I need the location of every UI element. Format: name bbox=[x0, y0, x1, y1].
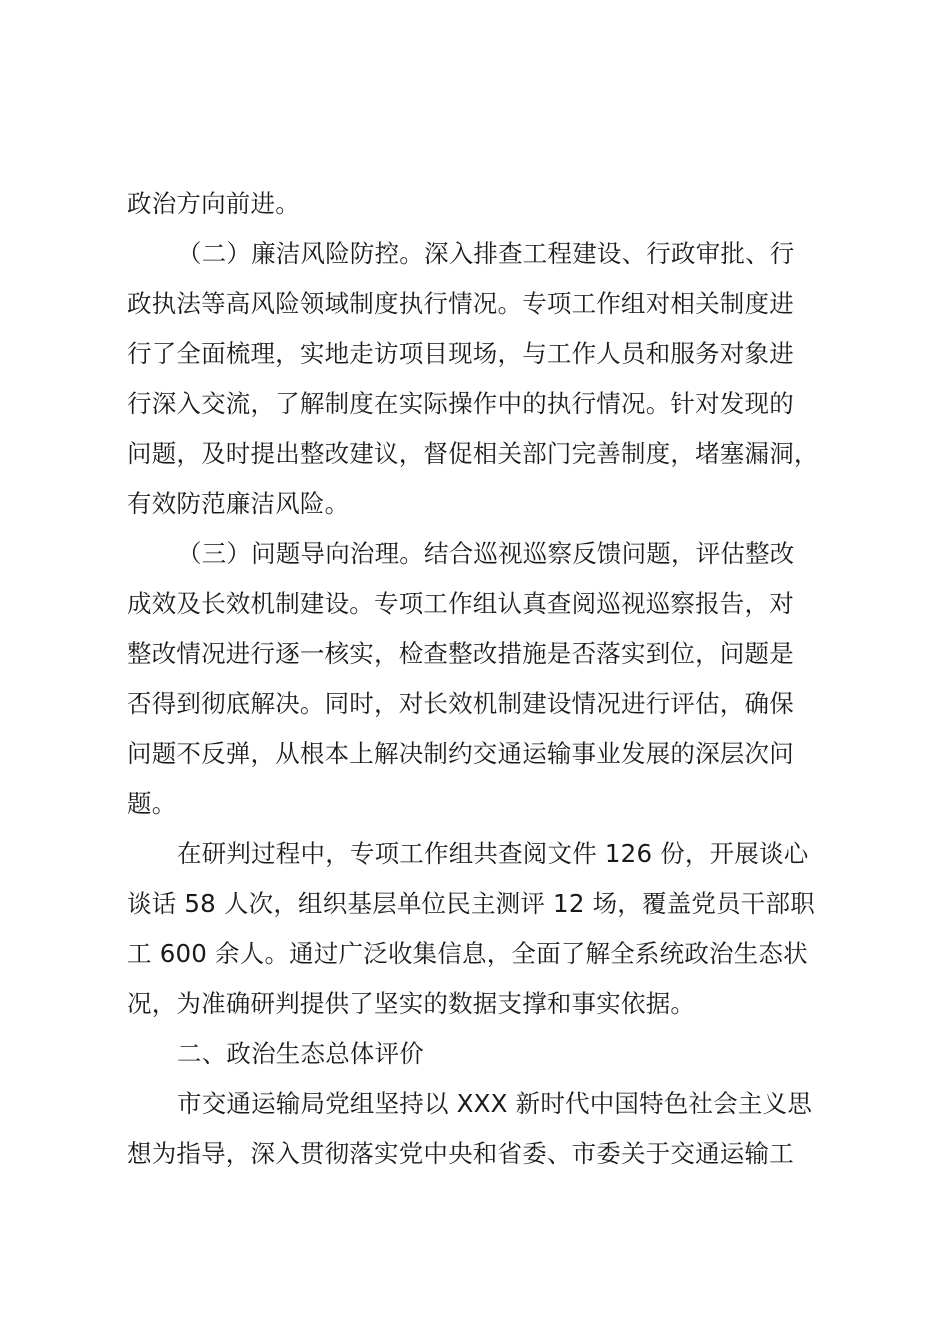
text-line: 谈话 58 人次，组织基层单位民主测评 12 场，覆盖党员干部职 bbox=[127, 889, 815, 918]
text-line: 政治方向前进。 bbox=[127, 189, 300, 218]
chapter-heading: 二、政治生态总体评价 bbox=[177, 1039, 424, 1068]
text-line: 问题，及时提出整改建议，督促相关部门完善制度，堵塞漏洞， bbox=[127, 439, 819, 468]
text-line: 问题不反弹，从根本上解决制约交通运输事业发展的深层次问 bbox=[127, 739, 794, 768]
text-line: 整改情况进行逐一核实，检查整改措施是否落实到位，问题是 bbox=[127, 639, 794, 668]
text-line: 否得到彻底解决。同时，对长效机制建设情况进行评估，确保 bbox=[127, 689, 794, 718]
section-heading-line: （三）问题导向治理。结合巡视巡察反馈问题，评估整改 bbox=[177, 539, 795, 568]
text-line: 政执法等高风险领域制度执行情况。专项工作组对相关制度进 bbox=[127, 289, 794, 318]
text-line: 行了全面梳理，实地走访项目现场，与工作人员和服务对象进 bbox=[127, 339, 794, 368]
text-line: 行深入交流，了解制度在实际操作中的执行情况。针对发现的 bbox=[127, 389, 794, 418]
text-line: 题。 bbox=[127, 789, 177, 818]
text-line: 工 600 余人。通过广泛收集信息，全面了解全系统政治生态状 bbox=[127, 939, 808, 968]
paragraph-start-line: 在研判过程中，专项工作组共查阅文件 126 份，开展谈心 bbox=[177, 839, 809, 868]
paragraph-start-line: 市交通运输局党组坚持以 XXX 新时代中国特色社会主义思 bbox=[177, 1089, 813, 1118]
text-line: 想为指导，深入贯彻落实党中央和省委、市委关于交通运输工 bbox=[127, 1139, 794, 1168]
text-line: 成效及长效机制建设。专项工作组认真查阅巡视巡察报告，对 bbox=[127, 589, 794, 618]
section-heading-line: （二）廉洁风险防控。深入排查工程建设、行政审批、行 bbox=[177, 239, 795, 268]
text-line: 有效防范廉洁风险。 bbox=[127, 489, 350, 518]
text-line: 况，为准确研判提供了坚实的数据支撑和事实依据。 bbox=[127, 989, 696, 1018]
